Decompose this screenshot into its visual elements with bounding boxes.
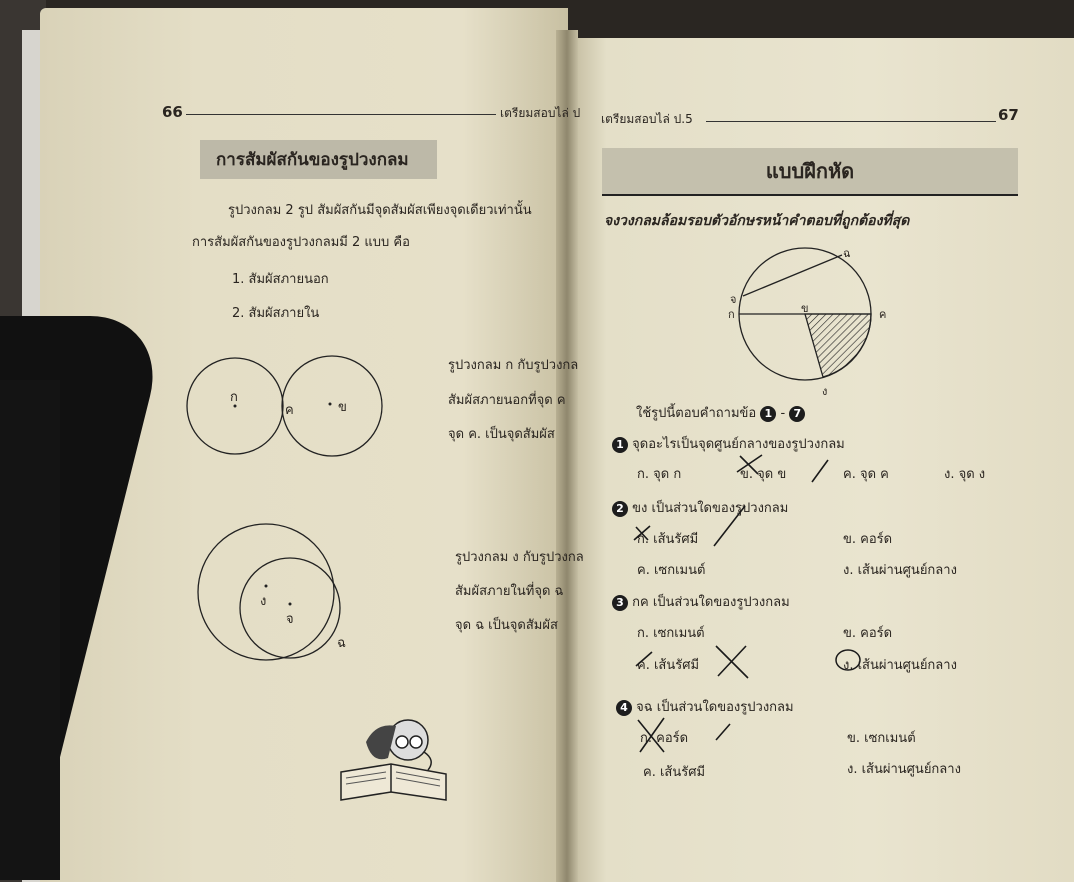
- q3-option-b[interactable]: ข. คอร์ด: [843, 626, 893, 641]
- q4-number: 4: [616, 700, 632, 716]
- exercise-instruction: จงวงกลมล้อมรอบตัวอักษรหน้าคำตอบที่ถูกต้องที่สุด: [604, 213, 910, 229]
- q1-text: จุดอะไรเป็นจุดศูนย์กลางของรูปวงกลม: [632, 437, 845, 452]
- q2-text: ขง เป็นส่วนใดของรูปวงกลม: [632, 501, 789, 516]
- diagram-label-chho: ฉ: [843, 247, 851, 260]
- external-desc-2: สัมผัสภายนอกที่จุด ค: [448, 393, 566, 408]
- q2-option-b[interactable]: ข. คอร์ด: [843, 532, 893, 547]
- diagram-label-cho: จ: [730, 293, 737, 306]
- q3-number: 3: [612, 595, 628, 611]
- label-touch-chho: ฉ: [337, 636, 346, 651]
- q2-option-c[interactable]: ค. เซกเมนต์: [637, 563, 706, 578]
- left-page-number: 66: [162, 103, 183, 121]
- internal-desc-3: จุด ฉ เป็นจุดสัมผัส: [455, 618, 558, 633]
- q4-option-a[interactable]: ก. คอร์ด: [640, 731, 689, 746]
- badge-1: 1: [760, 406, 776, 422]
- q1-option-a[interactable]: ก. จุด ก: [637, 467, 682, 482]
- q4-text: จฉ เป็นส่วนใดของรูปวงกลม: [636, 700, 794, 715]
- external-desc-1: รูปวงกลม ก กับรูปวงกล: [448, 358, 579, 373]
- right-running-header: เตรียมสอบไล่ ป.5: [601, 112, 693, 126]
- diagram-label-ngo: ง: [822, 385, 828, 398]
- q2-number: 2: [612, 501, 628, 517]
- q3-text: กค เป็นส่วนใดของรูปวงกลม: [632, 595, 790, 610]
- q2-option-a[interactable]: ก. เส้นรัศมี: [637, 532, 699, 547]
- section-title: การสัมผัสกันของรูปวงกลม: [200, 140, 437, 179]
- exercise-banner: แบบฝึกหัด: [602, 148, 1018, 196]
- intro-line-2: การสัมผัสกันของรูปวงกลมมี 2 แบบ คือ: [192, 235, 410, 250]
- intro-line-1: รูปวงกลม 2 รูป สัมผัสกันมีจุดสัมผัสเพียงจุดเดียวเท่านั้น: [228, 203, 532, 218]
- label-center-kho: ข: [338, 400, 347, 415]
- q1-option-c[interactable]: ค. จุด ค: [843, 467, 889, 482]
- list-item-1: 1. สัมผัสภายนอก: [232, 272, 329, 287]
- q4-option-d[interactable]: ง. เส้นผ่านศูนย์กลาง: [847, 762, 961, 777]
- diagram-label-kho-right: ค: [879, 308, 887, 321]
- left-running-header: เตรียมสอบไล่ ป: [500, 106, 581, 120]
- q3-option-c[interactable]: ค. เส้นรัศมี: [637, 658, 700, 673]
- q2-option-d[interactable]: ง. เส้นผ่านศูนย์กลาง: [843, 563, 957, 578]
- range-dash: -: [780, 406, 786, 421]
- label-touch-kho: ค: [285, 403, 294, 418]
- use-figure-text: ใช้รูปนี้ตอบคำถามข้อ: [636, 406, 757, 421]
- label-center-cho: จ: [286, 612, 294, 627]
- list-item-2: 2. สัมผัสภายใน: [232, 306, 320, 321]
- right-page-number: 67: [998, 106, 1019, 124]
- q1-option-b[interactable]: ข. จุด ข: [740, 467, 787, 482]
- q3-option-a[interactable]: ก. เซกเมนต์: [637, 626, 705, 641]
- label-center-ka: ก: [230, 390, 238, 405]
- q3-option-d[interactable]: ง. เส้นผ่านศูนย์กลาง: [843, 658, 957, 673]
- q1-number: 1: [612, 437, 628, 453]
- internal-desc-1: รูปวงกลม ง กับรูปวงกล: [455, 550, 584, 565]
- q1-option-d[interactable]: ง. จุด ง: [944, 467, 986, 482]
- external-desc-3: จุด ค. เป็นจุดสัมผัส: [448, 427, 555, 442]
- diagram-label-ka: ก: [728, 308, 735, 321]
- internal-desc-2: สัมผัสภายในที่จุด ฉ: [455, 584, 564, 599]
- diagram-label-kho: ข: [801, 302, 809, 315]
- label-center-ngo: ง: [260, 594, 267, 609]
- q4-option-c[interactable]: ค. เส้นรัศมี: [643, 765, 706, 780]
- badge-7: 7: [789, 406, 805, 422]
- q4-option-b[interactable]: ข. เซกเมนต์: [847, 731, 916, 746]
